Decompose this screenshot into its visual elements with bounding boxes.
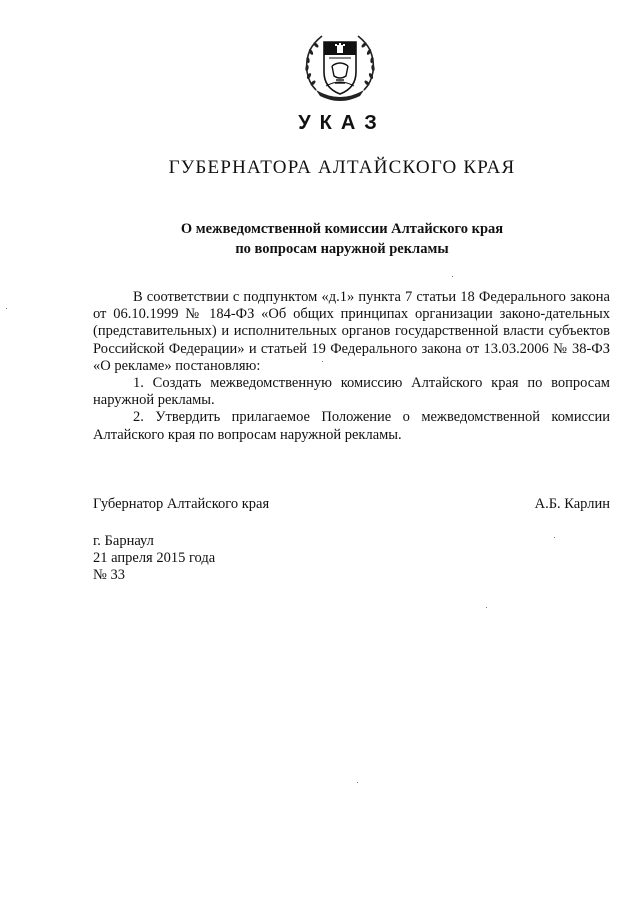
document-meta bbox=[93, 533, 215, 585]
scan-speck bbox=[554, 537, 555, 538]
document-body bbox=[93, 289, 610, 444]
preamble-paragraph: В соответствии с подпунктом «д.1» пункта 7 статьи 18 Федерального закона от 06.10.1999 № 184-ФЗ «Об общих принципах организации законо-дательных (представительных) и исполнительных органов государственной власти субъектов Российской Федерации» и статьей 19 Федерального закона от 13.03.2006 № 38-ФЗ «О рекламе» постановляю: bbox=[93, 289, 610, 374]
signatory-position: Губернатор Алтайского края bbox=[93, 496, 270, 512]
clause-paragraph: 2. Утвердить прилагаемое Положение о межведомственной комиссии Алтайского края по вопросам наружной рекламы. bbox=[93, 409, 610, 443]
scan-speck bbox=[452, 276, 453, 277]
place-of-signing: г. Барнаул bbox=[93, 533, 154, 549]
issuer-heading: ГУБЕРНАТОРА АЛТАЙСКОГО КРАЯ bbox=[168, 157, 516, 178]
document-title bbox=[0, 219, 640, 259]
document-date: 21 апреля 2015 года bbox=[93, 550, 216, 567]
scan-speck bbox=[357, 782, 358, 783]
document-title-line: по вопросам наружной рекламы bbox=[235, 241, 449, 257]
scan-speck bbox=[322, 361, 323, 362]
document-title-line: О межведомственной комиссии Алтайского края bbox=[180, 221, 504, 237]
coat-of-arms-icon bbox=[302, 30, 378, 106]
document-number: № 33 bbox=[93, 567, 125, 584]
scan-speck bbox=[486, 607, 487, 608]
clause-paragraph: 1. Создать межведомственную комиссию Алтайского края по вопросам наружной рекламы. bbox=[93, 375, 610, 409]
signatory-name: А.Б. Карлин bbox=[534, 496, 610, 512]
scan-speck bbox=[6, 308, 7, 309]
document-type-heading: УКАЗ bbox=[298, 112, 386, 134]
